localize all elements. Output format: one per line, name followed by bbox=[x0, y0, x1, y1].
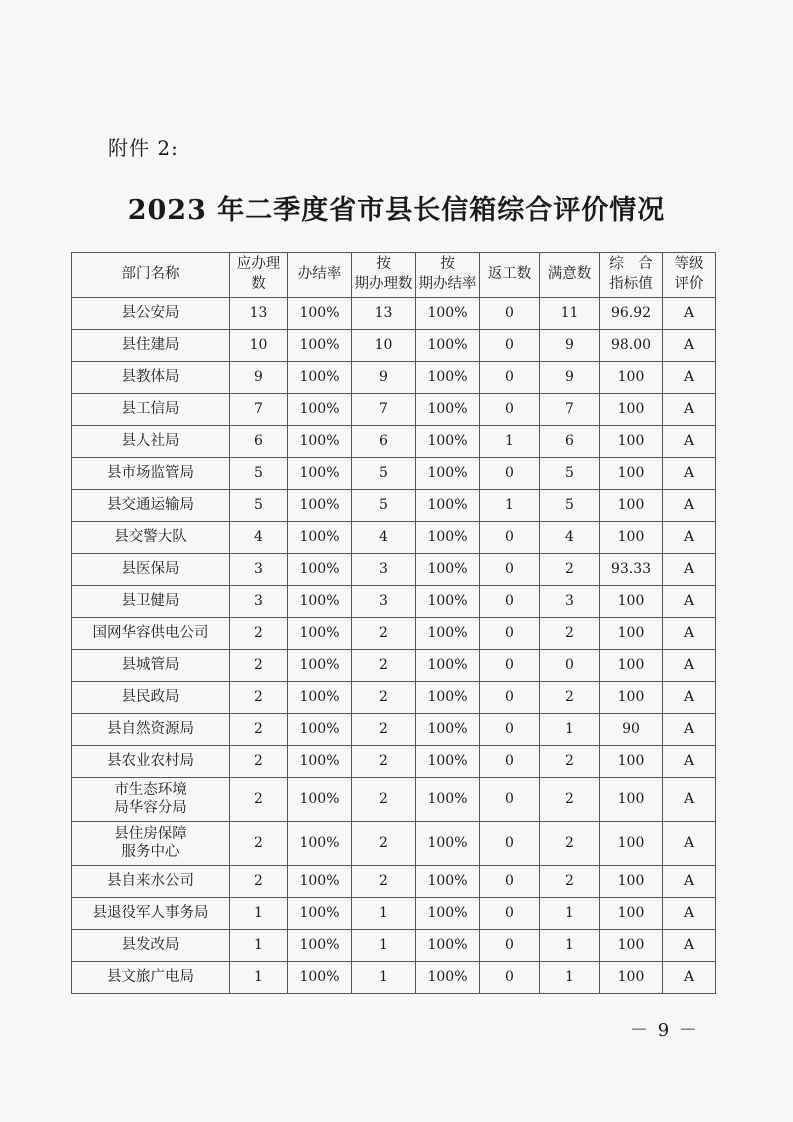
on-time-rate-cell: 100% bbox=[416, 458, 480, 490]
satisfied-cell: 5 bbox=[540, 490, 600, 522]
to-handle-cell: 10 bbox=[230, 330, 288, 362]
table-body bbox=[72, 298, 716, 994]
composite-index-cell: 100 bbox=[600, 866, 663, 898]
completion-rate-cell: 100% bbox=[288, 490, 352, 522]
on-time-rate-cell: 100% bbox=[416, 682, 480, 714]
to-handle-cell: 2 bbox=[230, 714, 288, 746]
satisfied-cell: 9 bbox=[540, 330, 600, 362]
on-time-rate-cell: 100% bbox=[416, 394, 480, 426]
on-time-rate-cell: 100% bbox=[416, 522, 480, 554]
composite-index-cell: 100 bbox=[600, 362, 663, 394]
on-time-rate-cell: 100% bbox=[416, 866, 480, 898]
dept-name-cell: 县公安局 bbox=[72, 298, 230, 330]
on-time-handled-cell: 5 bbox=[352, 490, 416, 522]
on-time-rate-cell: 100% bbox=[416, 586, 480, 618]
dept-name-cell: 县退役军人事务局 bbox=[72, 898, 230, 930]
composite-index-cell: 100 bbox=[600, 458, 663, 490]
dept-name-cell: 县交警大队 bbox=[72, 522, 230, 554]
on-time-handled-cell: 3 bbox=[352, 586, 416, 618]
rework-cell: 0 bbox=[480, 930, 540, 962]
table-row bbox=[72, 362, 716, 394]
completion-rate-cell: 100% bbox=[288, 554, 352, 586]
on-time-handled-cell: 1 bbox=[352, 898, 416, 930]
rework-cell: 0 bbox=[480, 458, 540, 490]
page-number: － 9 － bbox=[630, 1020, 699, 1041]
grade-cell: A bbox=[663, 778, 716, 822]
to-handle-cell: 1 bbox=[230, 930, 288, 962]
header-satisfied-count: 满意数 bbox=[540, 253, 600, 298]
composite-index-cell: 100 bbox=[600, 394, 663, 426]
on-time-rate-cell: 100% bbox=[416, 330, 480, 362]
dept-name-cell: 县住房保障 服务中心 bbox=[72, 822, 230, 866]
table-row bbox=[72, 394, 716, 426]
satisfied-cell: 5 bbox=[540, 458, 600, 490]
satisfied-cell: 7 bbox=[540, 394, 600, 426]
composite-index-cell: 100 bbox=[600, 778, 663, 822]
grade-cell: A bbox=[663, 362, 716, 394]
on-time-handled-cell: 2 bbox=[352, 618, 416, 650]
grade-cell: A bbox=[663, 586, 716, 618]
satisfied-cell: 2 bbox=[540, 746, 600, 778]
to-handle-cell: 6 bbox=[230, 426, 288, 458]
rework-cell: 0 bbox=[480, 618, 540, 650]
grade-cell: A bbox=[663, 554, 716, 586]
header-completion-rate: 办结率 bbox=[288, 253, 352, 298]
rework-cell: 0 bbox=[480, 522, 540, 554]
on-time-handled-cell: 3 bbox=[352, 554, 416, 586]
on-time-handled-cell: 2 bbox=[352, 714, 416, 746]
dept-name-cell: 县交通运输局 bbox=[72, 490, 230, 522]
composite-index-cell: 100 bbox=[600, 522, 663, 554]
satisfied-cell: 2 bbox=[540, 866, 600, 898]
completion-rate-cell: 100% bbox=[288, 330, 352, 362]
dept-name-cell: 县城管局 bbox=[72, 650, 230, 682]
satisfied-cell: 2 bbox=[540, 778, 600, 822]
grade-cell: A bbox=[663, 930, 716, 962]
to-handle-cell: 3 bbox=[230, 586, 288, 618]
satisfied-cell: 4 bbox=[540, 522, 600, 554]
completion-rate-cell: 100% bbox=[288, 394, 352, 426]
grade-cell: A bbox=[663, 714, 716, 746]
dept-name-cell: 县自然资源局 bbox=[72, 714, 230, 746]
to-handle-cell: 1 bbox=[230, 898, 288, 930]
on-time-handled-cell: 5 bbox=[352, 458, 416, 490]
table-row bbox=[72, 866, 716, 898]
grade-cell: A bbox=[663, 618, 716, 650]
table-row bbox=[72, 746, 716, 778]
completion-rate-cell: 100% bbox=[288, 618, 352, 650]
on-time-rate-cell: 100% bbox=[416, 426, 480, 458]
table-row bbox=[72, 822, 716, 866]
to-handle-cell: 5 bbox=[230, 458, 288, 490]
completion-rate-cell: 100% bbox=[288, 822, 352, 866]
on-time-rate-cell: 100% bbox=[416, 490, 480, 522]
rework-cell: 0 bbox=[480, 822, 540, 866]
grade-cell: A bbox=[663, 394, 716, 426]
rework-cell: 0 bbox=[480, 746, 540, 778]
composite-index-cell: 100 bbox=[600, 822, 663, 866]
grade-cell: A bbox=[663, 298, 716, 330]
on-time-handled-cell: 2 bbox=[352, 746, 416, 778]
to-handle-cell: 5 bbox=[230, 490, 288, 522]
on-time-handled-cell: 1 bbox=[352, 962, 416, 994]
header-to-handle: 应办理 数 bbox=[230, 253, 288, 298]
on-time-handled-cell: 9 bbox=[352, 362, 416, 394]
on-time-rate-cell: 100% bbox=[416, 362, 480, 394]
on-time-rate-cell: 100% bbox=[416, 822, 480, 866]
completion-rate-cell: 100% bbox=[288, 962, 352, 994]
table-row bbox=[72, 458, 716, 490]
rework-cell: 0 bbox=[480, 650, 540, 682]
completion-rate-cell: 100% bbox=[288, 778, 352, 822]
satisfied-cell: 1 bbox=[540, 898, 600, 930]
grade-cell: A bbox=[663, 746, 716, 778]
rework-cell: 0 bbox=[480, 362, 540, 394]
rework-cell: 0 bbox=[480, 682, 540, 714]
composite-index-cell: 100 bbox=[600, 930, 663, 962]
completion-rate-cell: 100% bbox=[288, 522, 352, 554]
on-time-rate-cell: 100% bbox=[416, 618, 480, 650]
table-row bbox=[72, 490, 716, 522]
satisfied-cell: 1 bbox=[540, 714, 600, 746]
on-time-rate-cell: 100% bbox=[416, 554, 480, 586]
to-handle-cell: 2 bbox=[230, 866, 288, 898]
on-time-rate-cell: 100% bbox=[416, 746, 480, 778]
composite-index-cell: 100 bbox=[600, 746, 663, 778]
completion-rate-cell: 100% bbox=[288, 586, 352, 618]
dept-name-cell: 县人社局 bbox=[72, 426, 230, 458]
grade-cell: A bbox=[663, 522, 716, 554]
completion-rate-cell: 100% bbox=[288, 714, 352, 746]
on-time-handled-cell: 2 bbox=[352, 778, 416, 822]
on-time-handled-cell: 2 bbox=[352, 682, 416, 714]
composite-index-cell: 100 bbox=[600, 650, 663, 682]
on-time-rate-cell: 100% bbox=[416, 962, 480, 994]
rework-cell: 0 bbox=[480, 962, 540, 994]
to-handle-cell: 9 bbox=[230, 362, 288, 394]
header-on-time-completion-rate: 按 期办结率 bbox=[416, 253, 480, 298]
dept-name-cell: 县自来水公司 bbox=[72, 866, 230, 898]
to-handle-cell: 3 bbox=[230, 554, 288, 586]
dept-name-cell: 县教体局 bbox=[72, 362, 230, 394]
on-time-handled-cell: 13 bbox=[352, 298, 416, 330]
on-time-handled-cell: 2 bbox=[352, 650, 416, 682]
dept-name-cell: 县工信局 bbox=[72, 394, 230, 426]
dept-name-cell: 县农业农村局 bbox=[72, 746, 230, 778]
to-handle-cell: 2 bbox=[230, 746, 288, 778]
rework-cell: 0 bbox=[480, 330, 540, 362]
on-time-handled-cell: 6 bbox=[352, 426, 416, 458]
on-time-rate-cell: 100% bbox=[416, 714, 480, 746]
on-time-handled-cell: 1 bbox=[352, 930, 416, 962]
dept-name-cell: 县发改局 bbox=[72, 930, 230, 962]
table-row bbox=[72, 898, 716, 930]
rework-cell: 0 bbox=[480, 298, 540, 330]
on-time-rate-cell: 100% bbox=[416, 898, 480, 930]
on-time-handled-cell: 10 bbox=[352, 330, 416, 362]
completion-rate-cell: 100% bbox=[288, 746, 352, 778]
composite-index-cell: 100 bbox=[600, 586, 663, 618]
to-handle-cell: 2 bbox=[230, 618, 288, 650]
table-row bbox=[72, 714, 716, 746]
to-handle-cell: 2 bbox=[230, 822, 288, 866]
on-time-rate-cell: 100% bbox=[416, 930, 480, 962]
satisfied-cell: 11 bbox=[540, 298, 600, 330]
on-time-handled-cell: 2 bbox=[352, 866, 416, 898]
completion-rate-cell: 100% bbox=[288, 362, 352, 394]
to-handle-cell: 2 bbox=[230, 778, 288, 822]
satisfied-cell: 6 bbox=[540, 426, 600, 458]
completion-rate-cell: 100% bbox=[288, 930, 352, 962]
dept-name-cell: 县卫健局 bbox=[72, 586, 230, 618]
grade-cell: A bbox=[663, 426, 716, 458]
satisfied-cell: 1 bbox=[540, 930, 600, 962]
grade-cell: A bbox=[663, 962, 716, 994]
table-row bbox=[72, 962, 716, 994]
composite-index-cell: 98.00 bbox=[600, 330, 663, 362]
composite-index-cell: 100 bbox=[600, 490, 663, 522]
header-dept-name: 部门名称 bbox=[72, 253, 230, 298]
completion-rate-cell: 100% bbox=[288, 298, 352, 330]
table-row bbox=[72, 650, 716, 682]
rework-cell: 0 bbox=[480, 714, 540, 746]
on-time-handled-cell: 4 bbox=[352, 522, 416, 554]
on-time-rate-cell: 100% bbox=[416, 650, 480, 682]
composite-index-cell: 93.33 bbox=[600, 554, 663, 586]
composite-index-cell: 100 bbox=[600, 618, 663, 650]
dept-name-cell: 县文旅广电局 bbox=[72, 962, 230, 994]
grade-cell: A bbox=[663, 490, 716, 522]
rework-cell: 0 bbox=[480, 898, 540, 930]
rework-cell: 1 bbox=[480, 426, 540, 458]
composite-index-cell: 96.92 bbox=[600, 298, 663, 330]
satisfied-cell: 2 bbox=[540, 554, 600, 586]
composite-index-cell: 100 bbox=[600, 898, 663, 930]
document-title: 2023 年二季度省市县长信箱综合评价情况 bbox=[127, 195, 666, 226]
completion-rate-cell: 100% bbox=[288, 650, 352, 682]
satisfied-cell: 9 bbox=[540, 362, 600, 394]
dept-name-cell: 县医保局 bbox=[72, 554, 230, 586]
to-handle-cell: 13 bbox=[230, 298, 288, 330]
completion-rate-cell: 100% bbox=[288, 682, 352, 714]
to-handle-cell: 1 bbox=[230, 962, 288, 994]
grade-cell: A bbox=[663, 330, 716, 362]
grade-cell: A bbox=[663, 650, 716, 682]
rework-cell: 0 bbox=[480, 394, 540, 426]
dept-name-cell: 市生态环境 局华容分局 bbox=[72, 778, 230, 822]
table-row bbox=[72, 682, 716, 714]
on-time-handled-cell: 7 bbox=[352, 394, 416, 426]
table-row bbox=[72, 426, 716, 458]
satisfied-cell: 0 bbox=[540, 650, 600, 682]
satisfied-cell: 1 bbox=[540, 962, 600, 994]
dept-name-cell: 县住建局 bbox=[72, 330, 230, 362]
satisfied-cell: 3 bbox=[540, 586, 600, 618]
table-row bbox=[72, 298, 716, 330]
completion-rate-cell: 100% bbox=[288, 866, 352, 898]
composite-index-cell: 90 bbox=[600, 714, 663, 746]
dept-name-cell: 县民政局 bbox=[72, 682, 230, 714]
composite-index-cell: 100 bbox=[600, 426, 663, 458]
table-row bbox=[72, 618, 716, 650]
table-row bbox=[72, 522, 716, 554]
grade-cell: A bbox=[663, 898, 716, 930]
completion-rate-cell: 100% bbox=[288, 458, 352, 490]
table-row bbox=[72, 330, 716, 362]
rework-cell: 1 bbox=[480, 490, 540, 522]
satisfied-cell: 2 bbox=[540, 682, 600, 714]
grade-cell: A bbox=[663, 866, 716, 898]
rework-cell: 0 bbox=[480, 866, 540, 898]
table-row bbox=[72, 778, 716, 822]
on-time-handled-cell: 2 bbox=[352, 822, 416, 866]
to-handle-cell: 4 bbox=[230, 522, 288, 554]
on-time-rate-cell: 100% bbox=[416, 778, 480, 822]
to-handle-cell: 2 bbox=[230, 650, 288, 682]
satisfied-cell: 2 bbox=[540, 822, 600, 866]
header-rework-count: 返工数 bbox=[480, 253, 540, 298]
completion-rate-cell: 100% bbox=[288, 426, 352, 458]
dept-name-cell: 国网华容供电公司 bbox=[72, 618, 230, 650]
to-handle-cell: 2 bbox=[230, 682, 288, 714]
rework-cell: 0 bbox=[480, 586, 540, 618]
grade-cell: A bbox=[663, 822, 716, 866]
header-composite-index: 综 合 指标值 bbox=[600, 253, 663, 298]
table-row bbox=[72, 586, 716, 618]
rework-cell: 0 bbox=[480, 778, 540, 822]
header-on-time-handled: 按 期办理数 bbox=[352, 253, 416, 298]
table-row bbox=[72, 930, 716, 962]
composite-index-cell: 100 bbox=[600, 682, 663, 714]
grade-cell: A bbox=[663, 458, 716, 490]
dept-name-cell: 县市场监管局 bbox=[72, 458, 230, 490]
satisfied-cell: 2 bbox=[540, 618, 600, 650]
on-time-rate-cell: 100% bbox=[416, 298, 480, 330]
completion-rate-cell: 100% bbox=[288, 898, 352, 930]
table-row bbox=[72, 554, 716, 586]
to-handle-cell: 7 bbox=[230, 394, 288, 426]
rework-cell: 0 bbox=[480, 554, 540, 586]
evaluation-table bbox=[71, 252, 716, 994]
header-grade: 等级 评价 bbox=[663, 253, 716, 298]
composite-index-cell: 100 bbox=[600, 962, 663, 994]
grade-cell: A bbox=[663, 682, 716, 714]
table-header-row bbox=[72, 253, 716, 298]
attachment-label: 附件 2: bbox=[108, 136, 179, 160]
